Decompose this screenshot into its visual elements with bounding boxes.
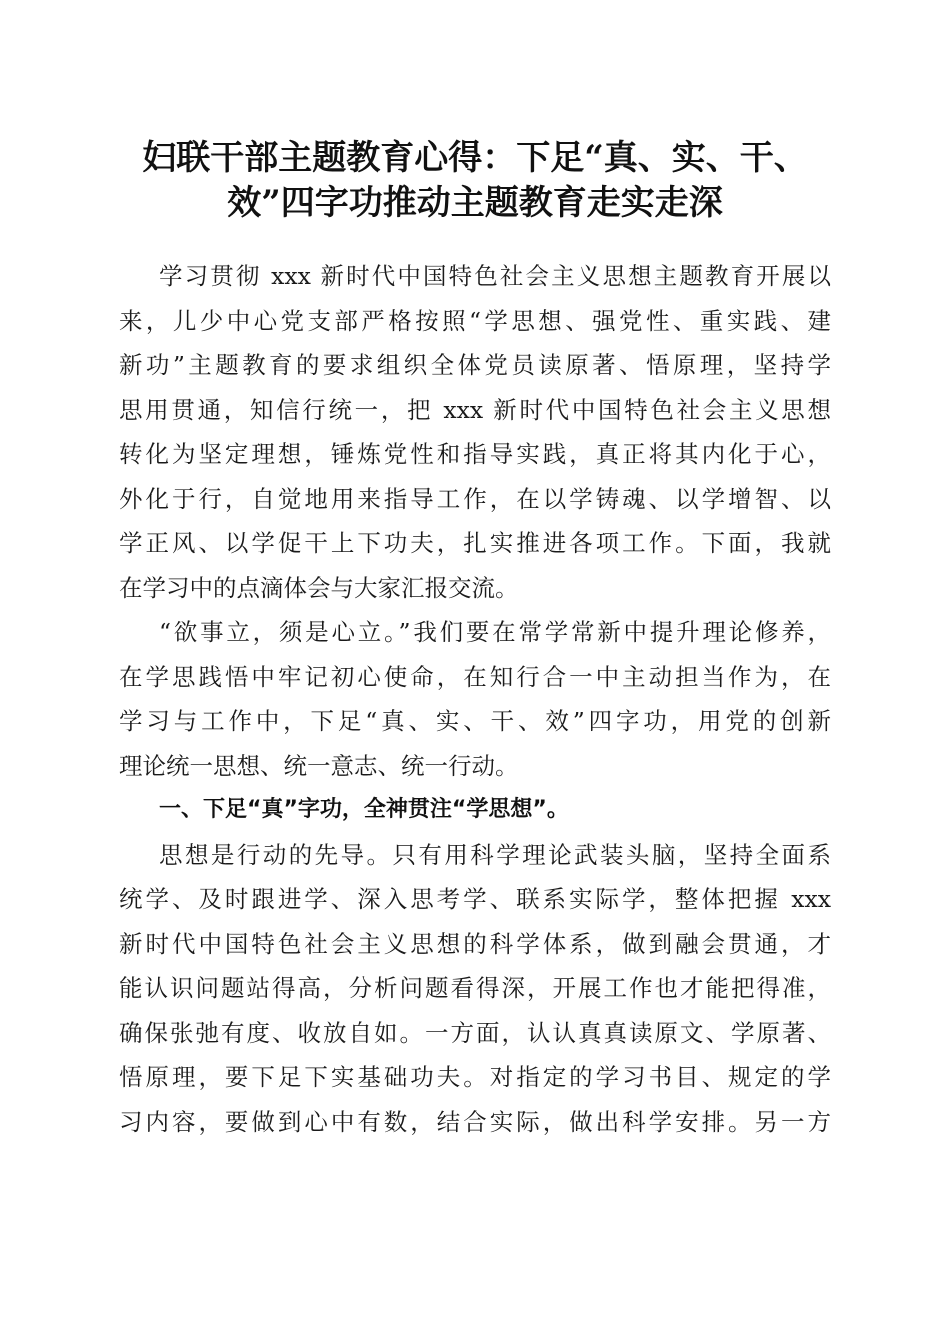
text-line: 学习贯彻 xxx 新时代中国特色社会主义思想主题教育开展以 <box>159 262 831 290</box>
text-line: 能认识问题站得高，分析问题看得深，开展工作也才能把得准， <box>119 974 831 1002</box>
text-line: 悟原理，要下足下实基础功夫。对指定的学习书目、规定的学 <box>119 1063 831 1091</box>
text-line: 来，儿少中心党支部严格按照“学思想、强党性、重实践、建 <box>119 306 831 335</box>
document-title <box>100 136 850 226</box>
text-line: 新功”主题教育的要求组织全体党员读原著、悟原理，坚持学 <box>119 351 831 379</box>
text-line: 统学、及时跟进学、深入思考学、联系实际学，整体把握 xxx <box>119 885 831 913</box>
paragraph-intro <box>119 254 831 610</box>
title-line: 效”四字功推动主题教育走实走深 <box>227 183 723 223</box>
section-heading <box>119 788 831 833</box>
text-line: 理论统一思想、统一意志、统一行动。 <box>119 751 519 780</box>
text-line: 思用贯通，知信行统一，把 xxx 新时代中国特色社会主义思想 <box>119 395 831 424</box>
text-line: “欲事立，须是心立。”我们要在常学常新中提升理论修养， <box>159 618 831 646</box>
paragraph-section-one <box>119 833 831 1145</box>
text-line: 学正风、以学促干上下功夫，扎实推进各项工作。下面，我就 <box>119 529 831 557</box>
paragraph-quote <box>119 610 831 788</box>
text-line: 确保张弛有度、收放自如。一方面，认认真真读原文、学原著、 <box>119 1018 831 1047</box>
text-line: 在学思践悟中牢记初心使命，在知行合一中主动担当作为，在 <box>119 662 831 691</box>
text-line: 新时代中国特色社会主义思想的科学体系，做到融会贯通，才 <box>119 929 831 958</box>
heading-line: 一、下足“真”字功，全神贯注“学思想”。 <box>159 797 569 822</box>
text-line: 外化于行，自觉地用来指导工作，在以学铸魂、以学增智、以 <box>119 484 831 513</box>
text-line: 习内容，要做到心中有数，结合实际，做出科学安排。另一方 <box>119 1107 831 1136</box>
text-line: 转化为坚定理想，锤炼党性和指导实践，真正将其内化于心， <box>119 440 831 468</box>
title-line: 妇联干部主题教育心得：下足“真、实、干、 <box>142 138 808 178</box>
text-line: 学习与工作中，下足“真、实、干、效”四字功，用党的创新 <box>119 707 831 735</box>
text-line: 在学习中的点滴体会与大家汇报交流。 <box>119 573 519 602</box>
text-line: 思想是行动的先导。只有用科学理论武装头脑，坚持全面系 <box>159 840 831 869</box>
document-body <box>119 254 831 1144</box>
